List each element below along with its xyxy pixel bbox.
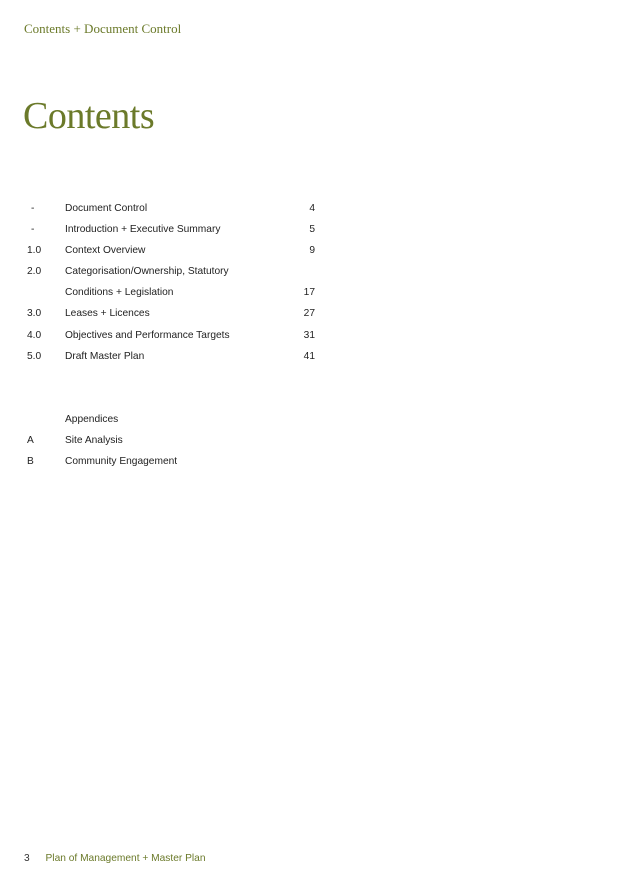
toc-title: Conditions + Legislation xyxy=(65,287,174,299)
table-of-contents xyxy=(0,198,628,367)
appendix-row[interactable] xyxy=(0,430,628,451)
toc-page: 31 xyxy=(303,329,315,341)
appendices-heading: Appendices xyxy=(65,414,119,425)
toc-title: Document Control xyxy=(65,203,148,214)
page-title: Contents xyxy=(23,95,155,137)
appendix-letter: A xyxy=(27,435,34,447)
toc-row[interactable] xyxy=(0,261,628,282)
toc-number: 2.0 xyxy=(27,266,42,278)
toc-page: 27 xyxy=(303,308,315,320)
appendices-list xyxy=(0,409,628,472)
toc-row[interactable] xyxy=(0,346,628,367)
footer-page-number: 3 xyxy=(24,853,30,864)
toc-row[interactable] xyxy=(0,303,628,324)
toc-title: Leases + Licences xyxy=(65,308,150,320)
toc-page: 5 xyxy=(309,224,315,236)
toc-title: Introduction + Executive Summary xyxy=(65,224,221,236)
toc-number: 4.0 xyxy=(27,329,42,341)
toc-row[interactable] xyxy=(0,325,628,346)
toc-title: Draft Master Plan xyxy=(65,350,145,362)
toc-number: 3.0 xyxy=(27,308,42,320)
toc-title: Objectives and Performance Targets xyxy=(65,329,230,341)
page-footer xyxy=(24,853,206,864)
toc-number: 5.0 xyxy=(27,350,42,362)
toc-title: Context Overview xyxy=(65,245,146,257)
toc-page: 17 xyxy=(303,287,315,299)
toc-title: Categorisation/Ownership, Statutory xyxy=(65,266,229,278)
running-header: Contents + Document Control xyxy=(24,21,182,36)
toc-row[interactable] xyxy=(0,282,628,303)
toc-number: - xyxy=(31,203,35,214)
toc-row[interactable] xyxy=(0,240,628,261)
appendix-title: Site Analysis xyxy=(65,435,123,447)
appendix-letter: B xyxy=(27,456,34,468)
toc-number: - xyxy=(31,224,35,236)
footer-document-title: Plan of Management + Master Plan xyxy=(45,853,206,864)
appendix-title: Community Engagement xyxy=(65,456,178,468)
toc-row[interactable] xyxy=(0,219,628,240)
toc-row[interactable] xyxy=(0,198,628,219)
toc-page: 4 xyxy=(309,203,315,214)
toc-page: 9 xyxy=(309,245,315,257)
appendices-heading-row xyxy=(0,409,628,430)
toc-number: 1.0 xyxy=(27,245,42,257)
toc-page: 41 xyxy=(303,350,315,362)
appendix-row[interactable] xyxy=(0,451,628,472)
